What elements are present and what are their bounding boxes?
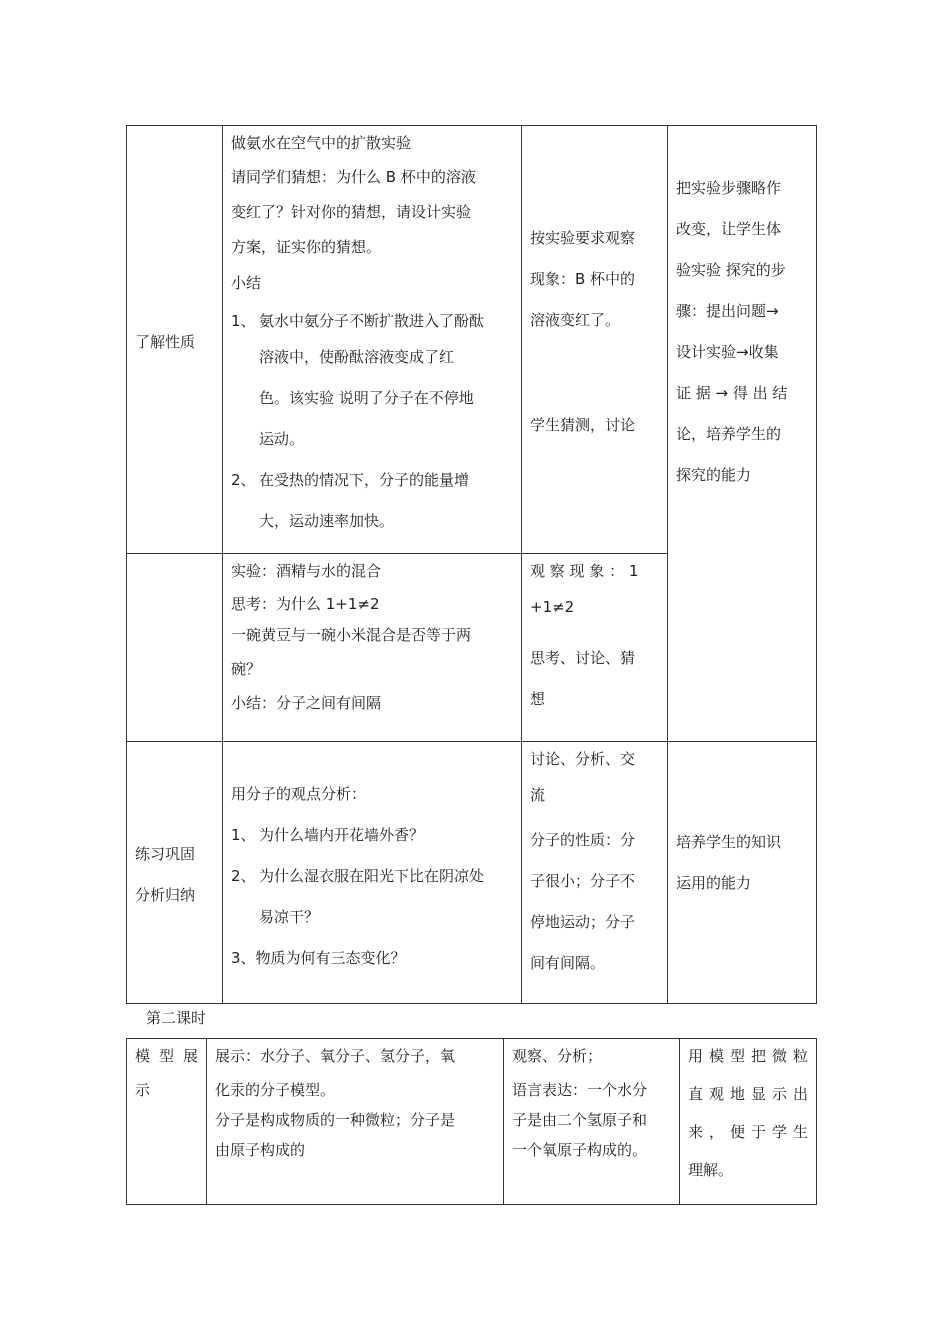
design-text-line: 改变，让学生体 bbox=[676, 220, 782, 238]
summary-item-line: 运动。 bbox=[259, 430, 305, 448]
student-text-line: 观 察 现 象 ： 1 bbox=[530, 562, 639, 580]
design-text-line: 用模型把微粒 bbox=[688, 1047, 808, 1065]
row-topic-label: 了解性质 bbox=[135, 333, 196, 351]
student-text-line: 现象：B 杯中的 bbox=[530, 270, 636, 288]
question-item: 3、物质为何有三态变化？ bbox=[231, 949, 406, 967]
activity-text-line: 实验：酒精与水的混合 bbox=[231, 562, 382, 580]
summary-item-line: 大，运动速率加快。 bbox=[259, 512, 395, 530]
row-topic-line: 示 bbox=[135, 1081, 151, 1099]
row-topic-cell-empty bbox=[127, 554, 223, 742]
activity-text-line: 化汞的分子模型。 bbox=[215, 1081, 336, 1099]
student-text-line: 溶液变红了。 bbox=[530, 311, 621, 329]
student-text-line: 分子的性质：分 bbox=[530, 831, 636, 849]
student-text-line: 观察、分析； bbox=[512, 1047, 603, 1065]
activity-text-line: 方案，证实你的猜想。 bbox=[231, 238, 382, 256]
design-text-line: 论，培养学生的 bbox=[676, 425, 782, 443]
student-text-line: 一个氧原子构成的。 bbox=[512, 1141, 648, 1159]
activity-cell bbox=[223, 742, 522, 1004]
activity-text-line: 碗？ bbox=[231, 660, 262, 678]
row-topic-cell bbox=[127, 742, 223, 1004]
student-text-line: 按实验要求观察 bbox=[530, 229, 636, 247]
design-text-line: 证 据 → 得 出 结 bbox=[676, 384, 788, 402]
student-text-line: 学生猜测，讨论 bbox=[530, 416, 636, 434]
design-text-line: 设计实验→收集 bbox=[676, 343, 779, 361]
design-text-line: 直观地显示出 bbox=[688, 1085, 808, 1103]
activity-text-line: 展示：水分子、氧分子、氢分子，氧 bbox=[215, 1047, 456, 1065]
student-activity-cell bbox=[522, 742, 668, 1004]
student-activity-cell bbox=[522, 126, 668, 554]
student-text-line: 思考、讨论、猜 bbox=[530, 649, 636, 667]
activity-cell bbox=[207, 1039, 504, 1205]
row-topic-line: 模 型 展 bbox=[135, 1047, 198, 1065]
table-row bbox=[127, 1039, 817, 1205]
item-number: 1、 bbox=[231, 826, 256, 844]
design-text-line: 骤：提出问题→ bbox=[676, 302, 779, 320]
activity-text-line: 思考：为什么 1+1≠2 bbox=[231, 595, 380, 613]
summary-item-line: 溶液中，使酚酞溶液变成了红 bbox=[259, 348, 455, 366]
activity-title: 做氨水在空气中的扩散实验 bbox=[231, 134, 412, 152]
student-text-line: 流 bbox=[530, 786, 546, 804]
table-row bbox=[127, 742, 817, 1004]
student-text-line: 语言表达：一个水分 bbox=[512, 1081, 648, 1099]
student-text-line: +1≠2 bbox=[530, 598, 575, 616]
design-text-line: 探究的能力 bbox=[676, 466, 752, 484]
student-text-line: 想 bbox=[530, 690, 546, 708]
question-item-line: 易凉干？ bbox=[259, 908, 320, 926]
summary-item-line: 色。该实验 说明了分子在不停地 bbox=[259, 389, 474, 407]
student-text-line: 子很小；分子不 bbox=[530, 872, 636, 890]
activity-text-line: 用分子的观点分析： bbox=[231, 785, 367, 803]
activity-cell bbox=[223, 554, 522, 742]
item-number: 2、 bbox=[231, 471, 256, 489]
row-topic-line: 分析归纳 bbox=[135, 885, 196, 904]
session-label: 第二课时 bbox=[146, 1009, 207, 1027]
question-item: 2、 为什么湿衣服在阳光下比在阴凉处 bbox=[231, 856, 513, 897]
student-activity-cell bbox=[504, 1039, 680, 1205]
activity-cell bbox=[223, 126, 522, 554]
design-text-line: 运用的能力 bbox=[676, 874, 752, 892]
design-text-line: 理解。 bbox=[688, 1161, 734, 1179]
student-text-line: 讨论、分析、交 bbox=[530, 750, 636, 768]
student-text-line: 间有间隔。 bbox=[530, 954, 606, 972]
design-intent-cell bbox=[680, 1039, 817, 1205]
design-text-line: 把实验步骤略作 bbox=[676, 179, 782, 197]
table-row bbox=[127, 126, 817, 554]
activity-text-line: 小结：分子之间有间隔 bbox=[231, 694, 382, 712]
student-activity-cell bbox=[522, 554, 668, 742]
student-text-line: 停地运动；分子 bbox=[530, 913, 636, 931]
design-intent-cell bbox=[668, 126, 817, 742]
row-topic-line: 练习巩固 bbox=[135, 844, 196, 863]
lesson-table-2 bbox=[126, 1038, 817, 1205]
student-text-line: 子是由二个氢原子和 bbox=[512, 1111, 648, 1129]
activity-text-line: 由原子构成的 bbox=[215, 1141, 306, 1159]
design-intent-cell bbox=[668, 742, 817, 1004]
design-text-line: 来，便于学生 bbox=[688, 1123, 808, 1141]
summary-item: 2、 在受热的情况下，分子的能量增 bbox=[231, 460, 513, 501]
row-topic-cell bbox=[127, 126, 223, 554]
lesson-table-1 bbox=[126, 125, 817, 1004]
question-item: 1、 为什么墙内开花墙外香？ bbox=[231, 815, 513, 856]
item-number: 2、 bbox=[231, 867, 256, 885]
activity-text-line: 变红了？针对你的猜想，请设计实验 bbox=[231, 203, 472, 221]
activity-text-line: 一碗黄豆与一碗小米混合是否等于两 bbox=[231, 626, 472, 644]
summary-item: 1、 氨水中氨分子不断扩散进入了酚酞 bbox=[231, 305, 513, 337]
design-text-line: 验实验 探究的步 bbox=[676, 261, 786, 279]
activity-text-line: 请同学们猜想：为什么 B 杯中的溶液 bbox=[231, 168, 476, 186]
summary-label: 小结 bbox=[231, 274, 262, 292]
design-text-line: 培养学生的知识 bbox=[676, 833, 782, 851]
item-number: 1、 bbox=[231, 312, 256, 330]
activity-text-line: 分子是构成物质的一种微粒；分子是 bbox=[215, 1111, 456, 1129]
row-topic-cell bbox=[127, 1039, 207, 1205]
